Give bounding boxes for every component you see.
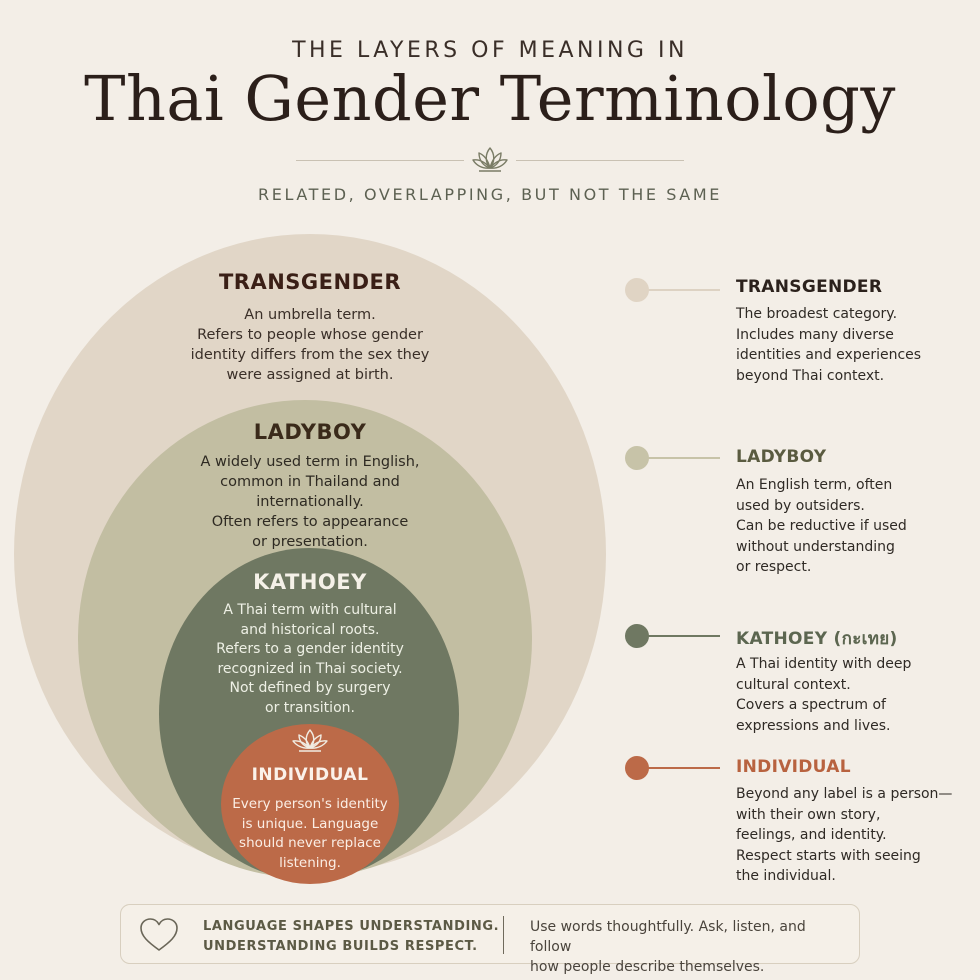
footer-slogan-line: LANGUAGE SHAPES UNDERSTANDING. (203, 919, 500, 934)
kicker-text: THE LAYERS OF MEANING IN (292, 38, 688, 63)
footer-advice-line: Use words thoughtfully. Ask, listen, and follow (530, 919, 806, 955)
description-line: should never replace (239, 835, 381, 851)
legend-line: with their own story, (736, 806, 881, 823)
footer-advice-line: how people describe themselves. (530, 959, 765, 975)
description-line: and historical roots. (240, 621, 380, 638)
ladyboy-circle-description (160, 452, 460, 552)
legend-line: cultural context. (736, 676, 851, 693)
legend-line: used by outsiders. (736, 497, 865, 514)
description-line: A Thai term with cultural (223, 602, 397, 618)
legend-dot-kathoey (625, 624, 649, 648)
description-line: Every person's identity (232, 796, 388, 812)
description-line: or presentation. (252, 534, 368, 550)
legend-dot-transgender (625, 278, 649, 302)
legend-line: The broadest category. (736, 306, 898, 322)
legend-line: Beyond any label is a person— (736, 786, 953, 802)
legend-line: beyond Thai context. (736, 367, 885, 384)
page-title: Thai Gender Terminology (84, 62, 896, 135)
kathoey-circle-description (160, 601, 460, 718)
legend-line: expressions and lives. (736, 717, 891, 734)
legend-line: the individual. (736, 868, 836, 884)
legend-title-transgender: TRANSGENDER (736, 277, 883, 297)
description-line: Refers to a gender identity (216, 641, 404, 657)
legend-description-individual (736, 784, 971, 887)
legend-description-kathoey (736, 654, 971, 736)
legend-line: Can be reductive if used (736, 518, 907, 534)
title-divider-left (296, 160, 464, 161)
ladyboy-circle-title: LADYBOY (253, 420, 367, 444)
legend-line: An English term, often (736, 477, 893, 493)
description-line: or transition. (265, 699, 355, 716)
legend-line: A Thai identity with deep (736, 656, 912, 672)
legend-title-kathoey: KATHOEY (กะเทย) (736, 629, 898, 649)
description-line: is unique. Language (241, 815, 379, 832)
legend-line: without understanding (736, 538, 895, 555)
legend-dot-individual (625, 756, 649, 780)
legend-title-ladyboy: LADYBOY (736, 447, 827, 467)
subtitle: RELATED, OVERLAPPING, BUT NOT THE SAME (258, 185, 722, 204)
lotus-icon (291, 727, 329, 753)
legend-line: Covers a spectrum of (736, 697, 886, 713)
footer-divider (503, 916, 504, 954)
legend-title-individual: INDIVIDUAL (736, 757, 851, 777)
legend-line: identities and experiences (736, 347, 922, 363)
legend-description-transgender (736, 304, 971, 386)
description-line: Refers to people whose gender (197, 327, 423, 343)
description-line: recognized in Thai society. (217, 660, 403, 677)
footer-advice (530, 917, 850, 977)
individual-circle-title: INDIVIDUAL (251, 765, 369, 785)
legend-line: Includes many diverse (736, 326, 894, 343)
lotus-icon (471, 144, 509, 174)
description-line: common in Thailand and (220, 474, 400, 490)
description-line: were assigned at birth. (226, 367, 394, 383)
description-line: listening. (279, 854, 341, 871)
description-line: internationally. (256, 494, 364, 510)
description-line: Often refers to appearance (211, 514, 409, 530)
description-line: identity differs from the sex they (190, 347, 430, 363)
kathoey-circle-title: KATHOEY (253, 570, 367, 594)
transgender-circle-description (160, 305, 460, 385)
legend-dot-ladyboy (625, 446, 649, 470)
description-line: An umbrella term. (244, 307, 376, 323)
transgender-circle-title: TRANSGENDER (218, 270, 402, 294)
heart-icon (138, 916, 180, 954)
title-divider-right (516, 160, 684, 161)
legend-line: Respect starts with seeing (736, 847, 921, 864)
individual-circle-description (220, 795, 400, 873)
description-line: A widely used term in English, (200, 454, 420, 470)
footer-slogan-line: UNDERSTANDING BUILDS RESPECT. (203, 939, 478, 954)
legend-line: or respect. (736, 559, 812, 575)
footer-slogan (203, 917, 499, 957)
legend-description-ladyboy (736, 475, 971, 578)
legend-line: feelings, and identity. (736, 827, 887, 843)
description-line: Not defined by surgery (229, 680, 391, 696)
